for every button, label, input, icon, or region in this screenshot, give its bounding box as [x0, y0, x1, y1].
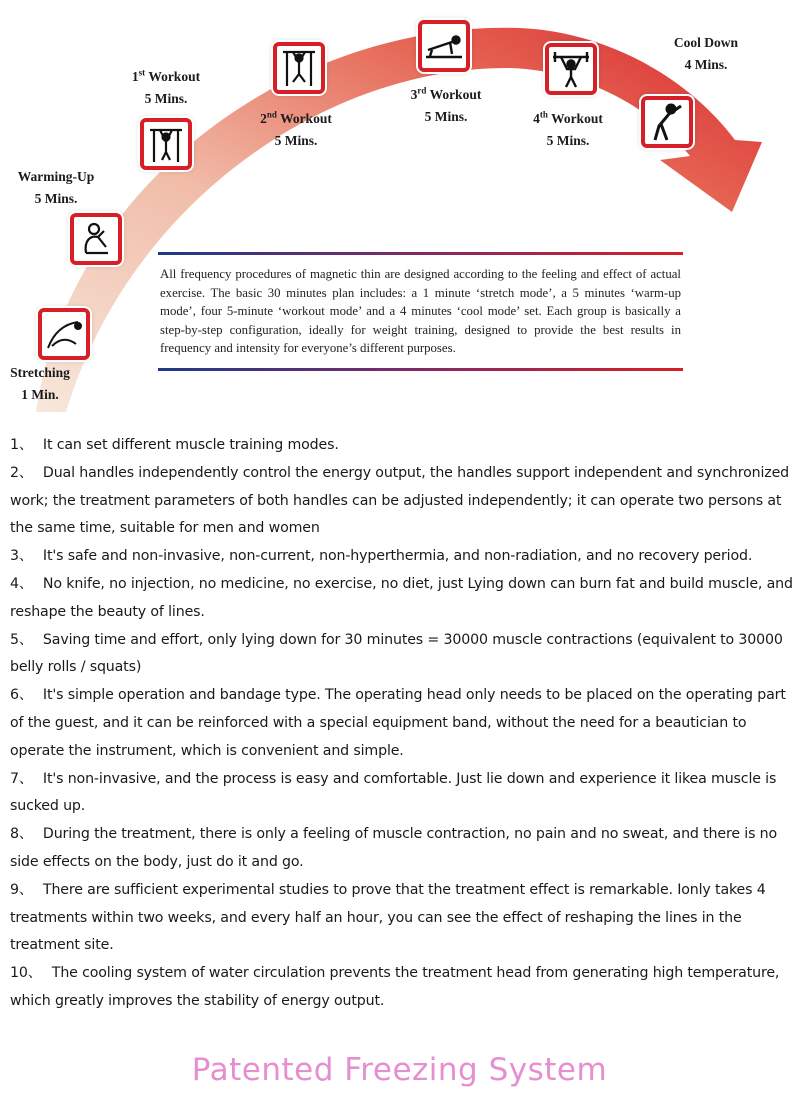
cool-down-stretch-icon	[641, 96, 693, 148]
stage-ordinal-suffix: th	[539, 109, 548, 120]
item-number: 3、	[10, 548, 33, 565]
stage-workout-2	[248, 108, 344, 152]
list-item	[10, 543, 796, 571]
list-item	[10, 877, 796, 960]
list-item	[10, 460, 796, 543]
hanging-icon	[273, 42, 325, 94]
stage-ordinal: 2	[260, 111, 267, 126]
stage-workout-3	[398, 84, 494, 128]
item-number: 6、	[10, 687, 33, 704]
item-number: 1、	[10, 437, 33, 453]
item-text: Dual handles independently control the energy output, the handles support independent and synchronized work; the treatment parameters of both handles can be adjusted independently; it can operate two persons at the same time, suitable for men and women	[10, 464, 790, 537]
item-text: It can set different muscle training modes.	[42, 437, 339, 453]
top-divider	[158, 252, 683, 255]
item-text: The cooling system of water circulation prevents the treatment head from generating high temperature, which greatly improves the stability of energy output.	[10, 965, 780, 1009]
pull-up-icon	[140, 118, 192, 170]
stage-name: Stretching	[10, 365, 70, 380]
stage-duration: 5 Mins.	[424, 109, 468, 124]
stage-ordinal: 3	[410, 87, 418, 102]
stage-name: Workout	[429, 87, 482, 102]
list-item	[10, 821, 796, 877]
push-up-icon	[418, 20, 470, 72]
intro-panel	[158, 240, 683, 383]
list-item	[10, 682, 796, 765]
stage-name: Workout	[280, 111, 332, 126]
item-text: There are sufficient experimental studies to prove that the treatment effect is remarkable. Ionly takes 4 treatments within two weeks, and every half an hour, you can see the effect of reshaping the lines in the treatment site.	[10, 881, 766, 954]
item-number: 2、	[10, 464, 33, 481]
item-text: No knife, no injection, no medicine, no exercise, no diet, just Lying down can burn fat and build muscle, and reshape the beauty of lines.	[10, 575, 793, 620]
stage-duration: 4 Mins.	[684, 57, 728, 72]
feature-list	[10, 432, 796, 1016]
stage-ordinal-suffix: rd	[417, 85, 427, 96]
list-item	[10, 960, 796, 1016]
item-text: It's non-invasive, and the process is easy and comfortable. Just lie down and experience it likea muscle is sucked up.	[10, 770, 777, 815]
stage-workout-4	[520, 108, 616, 152]
stage-cool-down	[658, 32, 754, 76]
item-text: It's safe and non-invasive, non-current, non-hyperthermia, and non-radiation, and no recovery period.	[42, 548, 753, 565]
stage-ordinal-suffix: nd	[266, 109, 277, 120]
item-number: 8、	[10, 826, 33, 843]
bottom-divider	[158, 368, 683, 371]
item-text: Saving time and effort, only lying down for 30 minutes = 30000 muscle contractions (equivalent to 30000 belly rolls / squats)	[10, 631, 783, 676]
stage-name: Warming-Up	[17, 169, 95, 184]
weightlifting-icon	[545, 43, 597, 95]
stage-ordinal-suffix: st	[138, 67, 146, 78]
stretching-icon	[38, 308, 90, 360]
stage-duration: 5 Mins.	[34, 191, 78, 206]
warm-up-icon	[70, 213, 122, 265]
stage-duration: 5 Mins.	[144, 91, 188, 106]
stage-name: Workout	[551, 111, 603, 126]
intro-text: All frequency procedures of magnetic thin are designed according to the feeling and effect of actual exercise. The basic 30 minutes plan includes: a 1 minute ‘stretch mode’, a 5 minutes ‘warm-up mode’, four 5-minute ‘workout mode’ and a 4 minutes ‘cool mode’ set. Each group is basically a step-by-step configuration, ideally for weight training, designed to provide the best results in frequency and intensity for everyone’s different purposes.	[160, 267, 681, 356]
training-plan-diagram	[0, 0, 799, 420]
stage-ordinal: 1	[131, 69, 139, 84]
stage-name: Workout	[148, 69, 201, 84]
item-text: It's simple operation and bandage type. The operating head only needs to be placed on the operating part of the guest, and it can be reinforced with a special equipment band, without the need for a beautician to operate the instrument, which is convenient and simple.	[10, 687, 786, 759]
list-item	[10, 571, 796, 627]
list-item	[10, 432, 796, 460]
stage-name: Cool Down	[673, 35, 739, 50]
item-number: 4、	[10, 575, 33, 592]
stage-workout-1	[118, 66, 214, 110]
list-item	[10, 766, 796, 822]
stage-stretching	[4, 362, 76, 406]
footer-title: Patented Freezing System	[191, 1052, 608, 1088]
stage-warming-up	[8, 166, 104, 210]
stage-duration: 1 Min.	[21, 387, 59, 402]
stage-duration: 5 Mins.	[546, 133, 590, 148]
list-item	[10, 627, 796, 683]
item-number: 5、	[10, 631, 33, 648]
item-number: 9、	[10, 881, 33, 898]
item-text: During the treatment, there is only a feeling of muscle contraction, no pain and no sweat, and there is no side effects on the body, just do it and go.	[10, 826, 778, 870]
stage-ordinal: 4	[533, 111, 540, 126]
item-number: 7、	[10, 770, 33, 787]
item-number: 10、	[10, 965, 42, 982]
stage-duration: 5 Mins.	[274, 133, 318, 148]
